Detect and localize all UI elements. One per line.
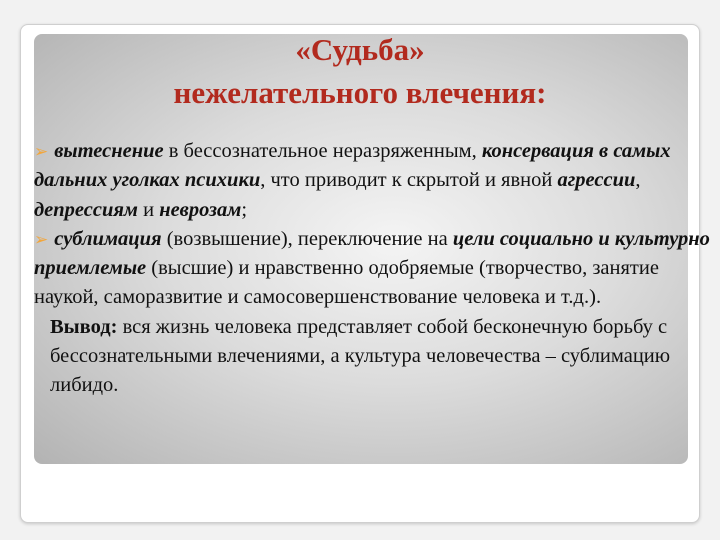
- term-depression: депрессиям: [34, 198, 138, 221]
- arrow-bullet-icon: ➢: [34, 229, 49, 249]
- term-conservation: консервация в самых дальних уголках психики: [34, 140, 671, 192]
- conclusion-label: Вывод:: [50, 315, 118, 338]
- slide-title-line-1: «Судьба»: [295, 32, 425, 67]
- conclusion-paragraph: [34, 313, 712, 401]
- conclusion-text: вся жизнь человека представляет собой бесконечную борьбу с бессознательными влечениями, а культура человечества – сублимацию либидо.: [50, 315, 671, 397]
- term-acceptable-goals: цели социально и культурно приемлемые: [34, 227, 710, 280]
- term-neuroses: неврозам: [159, 198, 242, 221]
- term-aggression: агрессии: [557, 169, 636, 192]
- slide-body: [34, 137, 712, 401]
- term-repression: вытеснение: [54, 140, 164, 162]
- term-sublimation: сублимация: [54, 227, 162, 250]
- bullet-paragraph-sublimation: ➢ сублимация (возвышение), переключение на цели социально и культурно приемлемые (высшие) и нравственно одобряемые (творчество, занятие наукой, саморазвитие и самосовершенствование человека и т.д.).: [34, 225, 712, 313]
- bullet-paragraph-repression: ➢ вытеснение в бессознательное неразряженным, консервация в самых дальних уголках психики, что приводит к скрытой и явной агрессии, депрессиям и неврозам;: [34, 137, 712, 225]
- arrow-bullet-icon: ➢: [34, 142, 49, 161]
- slide-title: [60, 28, 660, 114]
- slide-title-line-2: нежелательного влечения:: [173, 75, 547, 110]
